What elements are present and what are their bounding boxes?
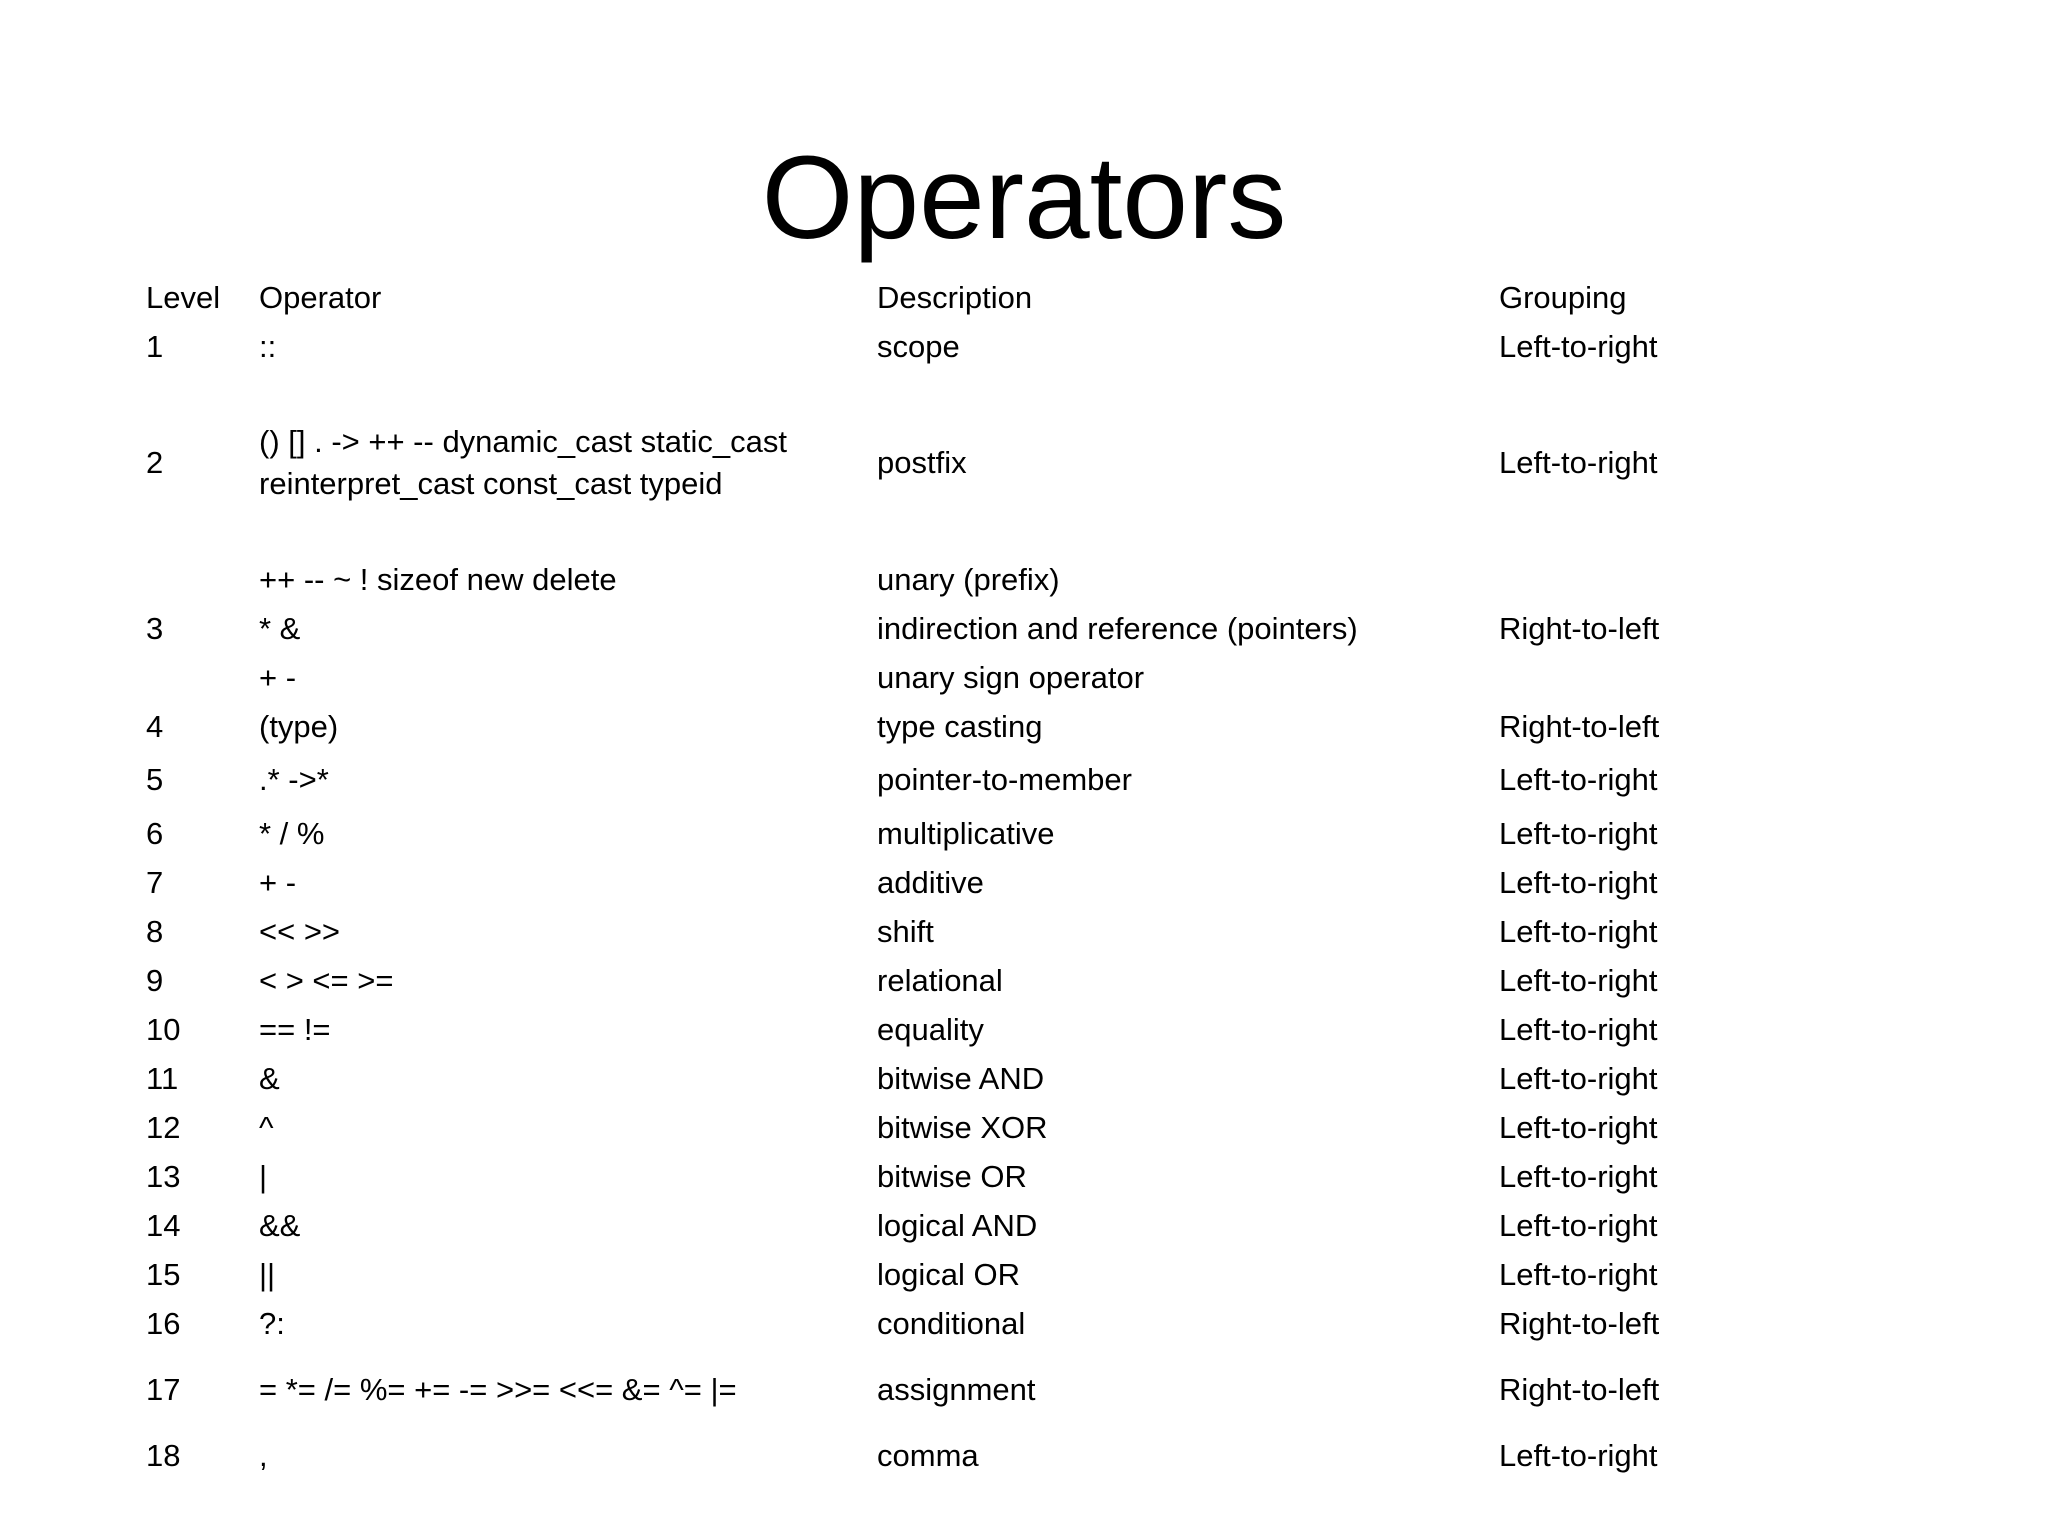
- row-13-grouping: Left-to-right: [1499, 1159, 1658, 1194]
- row-18-level: 18: [146, 1438, 181, 1473]
- row-13-level: 13: [146, 1159, 181, 1194]
- row-14-description: logical AND: [877, 1208, 1038, 1243]
- row-8-grouping: Left-to-right: [1499, 914, 1658, 949]
- row-4-grouping: Right-to-left: [1499, 709, 1660, 744]
- row-9-level: 9: [146, 963, 164, 998]
- row-11-level: 11: [146, 1061, 179, 1096]
- row-3c-description: unary sign operator: [877, 660, 1145, 695]
- row-4-level: 4: [146, 709, 164, 744]
- row-10-level: 10: [146, 1012, 181, 1047]
- row-13-operator: |: [259, 1159, 268, 1194]
- row-1-grouping: Left-to-right: [1499, 329, 1658, 364]
- row-12-grouping: Left-to-right: [1499, 1110, 1658, 1145]
- slide-title: Operators: [761, 132, 1287, 264]
- row-17-operator: = *= /= %= += -= >>= <<= &= ^= |=: [259, 1372, 737, 1407]
- row-5-grouping: Left-to-right: [1499, 762, 1658, 797]
- row-12-description: bitwise XOR: [877, 1110, 1048, 1145]
- row-12-operator: ^: [259, 1110, 274, 1145]
- row-3c-operator: + -: [259, 660, 297, 695]
- row-16-level: 16: [146, 1306, 181, 1341]
- row-3-grouping: Right-to-left: [1499, 611, 1660, 646]
- row-16-description: conditional: [877, 1306, 1026, 1341]
- row-3-level: 3: [146, 611, 164, 646]
- row-10-grouping: Left-to-right: [1499, 1012, 1658, 1047]
- row-15-description: logical OR: [877, 1257, 1020, 1292]
- row-2-level: 2: [146, 445, 164, 480]
- row-3a-operator: ++ -- ~ ! sizeof new delete: [259, 562, 617, 597]
- row-16-operator: ?:: [259, 1306, 285, 1341]
- row-6-level: 6: [146, 816, 164, 851]
- row-11-operator: &: [259, 1061, 280, 1096]
- row-18-operator: ,: [259, 1438, 268, 1473]
- row-15-grouping: Left-to-right: [1499, 1257, 1658, 1292]
- row-17-description: assignment: [877, 1372, 1036, 1407]
- row-12-level: 12: [146, 1110, 181, 1145]
- row-5-level: 5: [146, 762, 164, 797]
- row-1-level: 1: [146, 329, 164, 364]
- row-7-level: 7: [146, 865, 164, 900]
- row-3b-description: indirection and reference (pointers): [877, 611, 1358, 646]
- row-2-operator-line2: reinterpret_cast const_cast typeid: [259, 466, 723, 501]
- header-grouping: Grouping: [1499, 280, 1627, 315]
- row-3b-operator: * &: [259, 611, 301, 646]
- row-1-description: scope: [877, 329, 960, 364]
- row-18-description: comma: [877, 1438, 979, 1473]
- row-4-description: type casting: [877, 709, 1043, 744]
- row-7-description: additive: [877, 865, 984, 900]
- row-6-operator: * / %: [259, 816, 325, 851]
- row-14-operator: &&: [259, 1208, 301, 1243]
- row-14-grouping: Left-to-right: [1499, 1208, 1658, 1243]
- row-6-grouping: Left-to-right: [1499, 816, 1658, 851]
- row-9-grouping: Left-to-right: [1499, 963, 1658, 998]
- row-11-description: bitwise AND: [877, 1061, 1045, 1096]
- row-18-grouping: Left-to-right: [1499, 1438, 1658, 1473]
- header-operator: Operator: [259, 280, 382, 315]
- row-10-operator: == !=: [259, 1012, 331, 1047]
- row-10-description: equality: [877, 1012, 984, 1047]
- row-16-grouping: Right-to-left: [1499, 1306, 1660, 1341]
- row-2-description: postfix: [877, 445, 967, 480]
- row-15-operator: ||: [259, 1257, 276, 1292]
- row-4-operator: (type): [259, 709, 339, 744]
- row-8-level: 8: [146, 914, 164, 949]
- row-5-operator: .* ->*: [259, 762, 329, 797]
- row-17-level: 17: [146, 1372, 181, 1407]
- header-level: Level: [146, 280, 221, 315]
- row-1-operator: ::: [259, 329, 277, 364]
- header-description: Description: [877, 280, 1033, 315]
- row-8-description: shift: [877, 914, 934, 949]
- row-3a-description: unary (prefix): [877, 562, 1060, 597]
- row-8-operator: << >>: [259, 914, 341, 949]
- row-9-description: relational: [877, 963, 1003, 998]
- row-2-grouping: Left-to-right: [1499, 445, 1658, 480]
- row-9-operator: < > <= >=: [259, 963, 394, 998]
- row-7-operator: + -: [259, 865, 297, 900]
- row-13-description: bitwise OR: [877, 1159, 1027, 1194]
- row-11-grouping: Left-to-right: [1499, 1061, 1658, 1096]
- row-15-level: 15: [146, 1257, 181, 1292]
- row-7-grouping: Left-to-right: [1499, 865, 1658, 900]
- row-17-grouping: Right-to-left: [1499, 1372, 1660, 1407]
- row-5-description: pointer-to-member: [877, 762, 1132, 797]
- row-2-operator-line1: () [] . -> ++ -- dynamic_cast static_cast: [259, 424, 788, 459]
- row-6-description: multiplicative: [877, 816, 1055, 851]
- row-14-level: 14: [146, 1208, 181, 1243]
